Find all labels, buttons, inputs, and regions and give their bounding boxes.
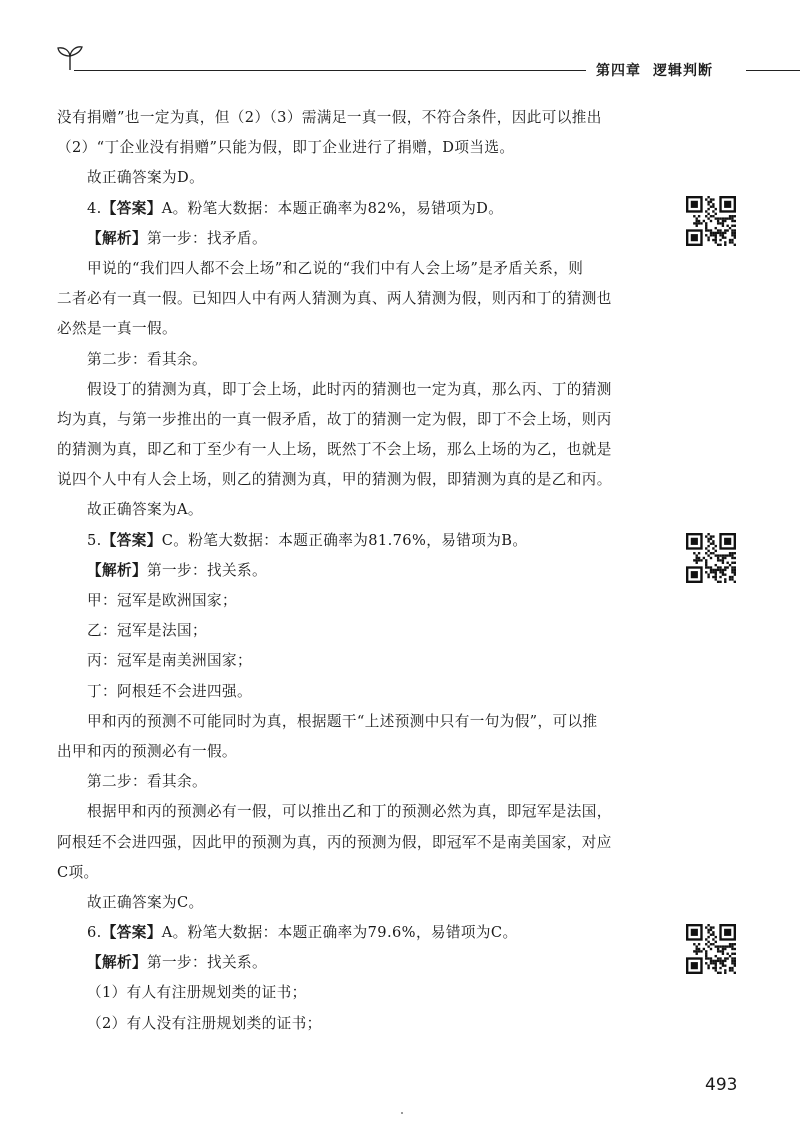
- line-text: C项。: [57, 863, 99, 881]
- text-line: [57, 677, 677, 707]
- line-text: （2）“丁企业没有捐赠”只能为假，即丁企业进行了捐赠，D项当选。: [57, 139, 515, 157]
- section-tag: 【解析】: [87, 561, 147, 579]
- page-header: [0, 0, 800, 90]
- line-text: 根据甲和丙的预测必有一假，可以推出乙和丁的预测必然为真，即冠军是法国，: [87, 803, 612, 821]
- text-line: [57, 767, 677, 797]
- text-line: [57, 254, 677, 284]
- line-text: 甲说的“我们四人都不会上场”和乙说的“我们中有人会上场”是矛盾关系，则: [87, 259, 584, 277]
- qr-code-6[interactable]: [686, 924, 736, 974]
- text-line: [57, 978, 677, 1008]
- text-line: [57, 828, 677, 858]
- text-line: [57, 556, 677, 586]
- line-text: 甲：冠军是欧洲国家；: [87, 592, 237, 609]
- text-line: [57, 284, 677, 314]
- line-text: 第一步：找矛盾。: [146, 229, 267, 247]
- text-line: [57, 797, 677, 827]
- line-text: 说四个人中有人会上场，则乙的猜测为真，甲的猜测为假，即猜测为真的是乙和丙。: [57, 471, 612, 489]
- section-tag: 【答案】: [101, 924, 162, 942]
- chapter-heading: [596, 60, 713, 80]
- text-line: [57, 495, 677, 525]
- line-text: 均为真，与第一步推出的一真一假矛盾，故丁的猜测一定为假，即丁不会上场，则丙: [57, 410, 612, 428]
- line-text: 的猜测为真，即乙和丁至少有一人上场，既然丁不会上场，那么上场的为乙，也就是: [57, 441, 612, 459]
- line-text: 假设丁的猜测为真，即丁会上场，此时丙的猜测也一定为真，那么丙、丁的猜测: [87, 380, 612, 398]
- question-number: 6.: [87, 924, 102, 942]
- section-tag: 【解析】: [87, 229, 147, 247]
- text-line: [57, 345, 677, 375]
- line-text: 丙：冠军是南美洲国家；: [87, 652, 252, 670]
- text-line: [57, 918, 677, 948]
- text-line: [57, 224, 677, 254]
- text-line: [57, 948, 677, 978]
- line-text: C。粉笔大数据：本题正确率为81.76%，易错项为B。: [161, 531, 528, 549]
- qr-code-icon: [686, 533, 736, 583]
- text-line: [57, 526, 677, 556]
- question-number: 5.: [87, 531, 102, 549]
- sprout-icon: [55, 42, 85, 72]
- line-text: 第一步：找关系。: [146, 954, 267, 972]
- line-text: （2）有人没有注册规划类的证书；: [87, 1014, 322, 1032]
- header-rule-left: [74, 70, 586, 71]
- section-tag: 【答案】: [101, 199, 162, 217]
- line-text: 第一步：找关系。: [146, 561, 267, 579]
- line-text: 丁：阿根廷不会进四强。: [87, 682, 252, 700]
- text-line: [57, 616, 677, 646]
- text-line: [57, 465, 677, 495]
- chapter-number: 第四章: [596, 63, 641, 79]
- line-text: 阿根廷不会进四强，因此甲的预测为真，丙的预测为假，即冠军不是南美国家，对应: [57, 833, 612, 851]
- text-line: [57, 163, 677, 193]
- chapter-title: 逻辑判断: [653, 63, 713, 79]
- page-number: 493: [705, 1075, 738, 1095]
- line-text: 故正确答案为D。: [87, 169, 205, 187]
- text-line: [57, 888, 677, 918]
- text-line: [57, 858, 677, 888]
- qr-code-icon: [686, 196, 736, 246]
- text-line: [57, 103, 677, 133]
- line-text: 第二步：看其余。: [87, 350, 207, 368]
- header-rule-right: [746, 70, 800, 71]
- text-line: [57, 405, 677, 435]
- qr-code-5[interactable]: [686, 533, 736, 583]
- line-text: A。粉笔大数据：本题正确率为82%，易错项为D。: [161, 199, 504, 217]
- line-text: 故正确答案为A。: [87, 501, 203, 519]
- text-line: [57, 314, 677, 344]
- text-line: [57, 646, 677, 676]
- text-line: [57, 737, 677, 767]
- text-line: [57, 1009, 677, 1039]
- line-text: A。粉笔大数据：本题正确率为79.6%，易错项为C。: [161, 924, 518, 942]
- text-line: [57, 194, 677, 224]
- line-text: 故正确答案为C。: [87, 893, 204, 911]
- text-line: [57, 707, 677, 737]
- line-text: 甲和丙的预测不可能同时为真，根据题干“上述预测中只有一句为假”，可以推: [87, 712, 598, 730]
- qr-code-icon: [686, 924, 736, 974]
- line-text: 乙：冠军是法国；: [87, 622, 207, 640]
- line-text: 没有捐赠”也一定为真，但（2）（3）需满足一真一假，不符合条件，因此可以推出: [57, 109, 602, 126]
- line-text: 第二步：看其余。: [87, 773, 207, 791]
- scan-dot: [401, 1112, 403, 1114]
- text-line: [57, 375, 677, 405]
- text-line: [57, 133, 677, 163]
- text-line: [57, 586, 677, 616]
- qr-code-4[interactable]: [686, 196, 736, 246]
- line-text: 出甲和丙的预测必有一假。: [57, 742, 237, 760]
- question-number: 4.: [87, 199, 102, 217]
- section-tag: 【解析】: [87, 954, 147, 972]
- line-text: （1）有人有注册规划类的证书；: [87, 984, 307, 1002]
- section-tag: 【答案】: [101, 531, 162, 549]
- line-text: 必然是一真一假。: [57, 320, 177, 338]
- page-body: [57, 103, 677, 1039]
- line-text: 二者必有一真一假。已知四人中有两人猜测为真、两人猜测为假，则丙和丁的猜测也: [57, 290, 612, 308]
- text-line: [57, 435, 677, 465]
